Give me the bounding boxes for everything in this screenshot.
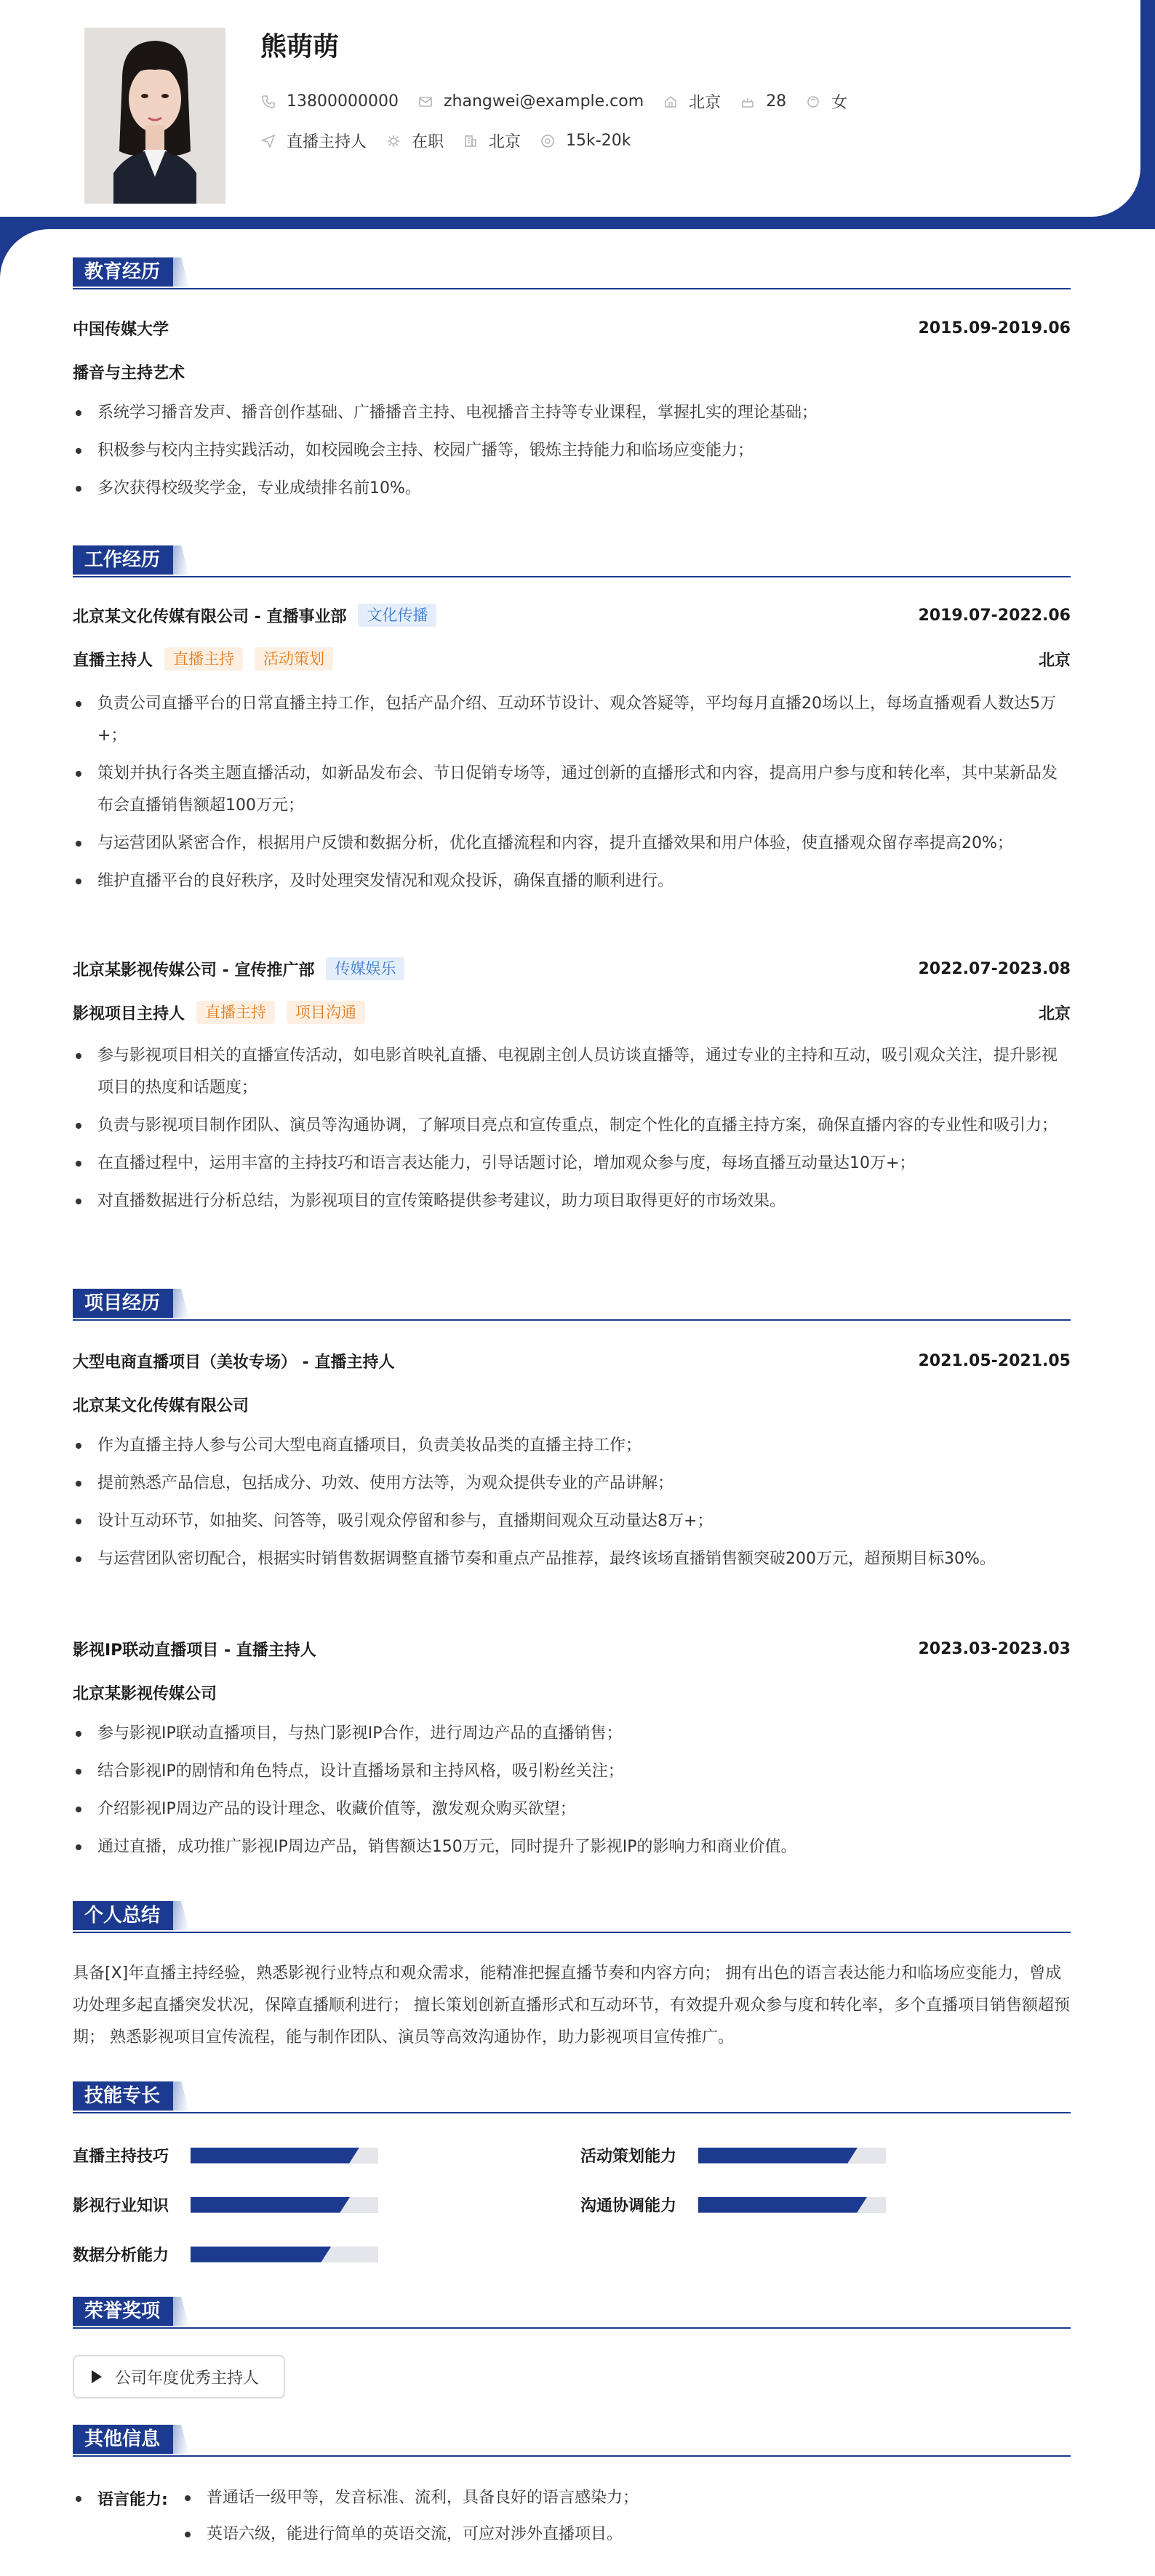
section-project [73,1289,1071,1321]
list-item: 与运营团队紧密合作，根据用户反馈和数据分析，优化直播流程和内容，提升直播效果和用户体验，使直播观众留存率提高20%； [73,828,1071,860]
work-city: 北京 [1038,651,1071,670]
work-city: 北京 [1038,1004,1071,1023]
list-item: 参与影视项目相关的直播宣传活动，如电影首映礼直播、电视剧主创人员访谈直播等，通过专业的主持和互动，吸引观众关注，提升影视项目的热度和话题度； [73,1040,1071,1104]
section-honors [73,2297,1071,2329]
city-text: 北京 [489,133,521,151]
status-icon [385,133,401,149]
list-item: 作为直播主持人参与公司大型电商直播项目，负责美妆品类的直播主持工作； [73,1430,1071,1462]
job-item [260,129,367,152]
section-other [73,2425,1071,2457]
list-item: 与运营团队密切配合，根据实时销售数据调整直播节奏和重点产品推荐，最终该场直播销售额突破200万元，超预期目标30%。 [73,1543,1071,1575]
status-text: 在职 [412,133,444,151]
project-1-head [73,1350,1071,1372]
age-text: 28 [766,92,787,111]
list-item: 负责公司直播平台的日常直播主持工作，包括产品介绍、互动环节设计、观众答疑等，平均每月直播20场以上，每场直播观看人数达5万+； [73,688,1071,752]
list-item: 维护直播平台的良好秩序，及时处理突发情况和观众投诉，确保直播的顺利进行。 [73,865,1071,897]
triangle-icon [92,2370,102,2383]
other-label: 语言能力: [73,2487,168,2510]
education-bullets [73,397,1071,511]
mail-icon [417,94,433,110]
section-title: 其他信息 [73,2425,173,2454]
project-1-bullets [73,1430,1071,1581]
other-list [182,2480,639,2553]
section-work [73,545,1071,577]
skill-name: 沟通协调能力 [580,2197,677,2215]
job-text: 直播主持人 [287,133,367,151]
work-period: 2022.07-2023.08 [918,959,1071,978]
avatar [84,28,225,204]
project-2-org [73,1681,1071,1704]
age-icon [740,94,756,110]
age-item [740,92,786,111]
gender-item [805,90,847,113]
city-item [463,129,521,152]
skill-bar [191,2197,378,2213]
skill-bar-fill [191,2197,350,2213]
skill-bar-fill [698,2148,858,2164]
building-icon [463,133,479,149]
skill-item [73,2243,378,2265]
skill-item [580,2144,886,2167]
phone-item [260,92,399,111]
skill-bar-fill [698,2197,867,2213]
list-item: 在直播过程中，运用丰富的主持技巧和语言表达能力，引导话题讨论，增加观众参与度，每场直播互动量达10万+； [73,1148,1071,1180]
project-period: 2023.03-2023.03 [918,1640,1071,1658]
email-item [417,92,644,111]
education-major-row [73,361,1071,383]
skill-name: 影视行业知识 [73,2197,169,2215]
section-summary [73,1901,1071,1933]
section-title: 个人总结 [73,1901,173,1930]
project-org: 北京某文化传媒有限公司 [73,1397,249,1415]
list-item: 提前熟悉产品信息，包括成分、功效、使用方法等，为观众提供专业的产品讲解； [73,1468,1071,1500]
section-title: 教育经历 [73,257,173,287]
list-item: 英语六级，能进行简单的英语交流，可应对涉外直播项目。 [182,2516,639,2553]
list-item: 介绍影视IP周边产品的设计理念、收藏价值等，激发观众购买欲望； [73,1793,1071,1825]
work-2-head [73,957,1071,980]
candidate-name: 熊萌萌 [260,32,340,62]
award-item [73,2355,285,2399]
project-title: 大型电商直播项目（美妆专场） - 直播主持人 [73,1353,395,1372]
award-text: 公司年度优秀主持人 [115,2369,260,2388]
skill-bar [698,2148,886,2164]
skill-name: 数据分析能力 [73,2247,169,2265]
company-name: 北京某文化传媒有限公司 - 直播事业部 [73,607,347,626]
industry-badge: 文化传播 [358,604,436,627]
send-icon [260,133,276,149]
role-name: 影视项目主持人 [73,1004,185,1023]
contact-row [260,90,866,113]
work-1-bullets [73,688,1071,903]
project-2-bullets [73,1718,1071,1869]
section-title: 项目经历 [73,1289,173,1318]
list-item: 对直播数据进行分析总结，为影视项目的宣传策略提供参考建议，助力项目取得更好的市场效果。 [73,1185,1071,1217]
skill-name: 直播主持技巧 [73,2148,169,2166]
skill-item [580,2193,886,2216]
skill-bar [191,2247,378,2263]
section-skills [73,2081,1071,2113]
work-2-role [73,1001,1071,1024]
phone-text: 13800000000 [287,92,399,111]
industry-badge: 传媒娱乐 [326,957,404,980]
project-title: 影视IP联动直播项目 - 直播主持人 [73,1641,316,1660]
work-period: 2019.07-2022.06 [918,606,1071,625]
list-item: 结合影视IP的剧情和角色特点，设计直播场景和主持风格，吸引粉丝关注； [73,1756,1071,1788]
section-title: 荣誉奖项 [73,2297,173,2326]
education-head [73,317,1071,340]
school-name: 中国传媒大学 [73,321,169,339]
location-text: 北京 [689,94,722,112]
phone-icon [260,94,276,110]
section-title: 工作经历 [73,545,173,575]
location-item [663,90,721,113]
list-item: 策划并执行各类主题直播活动，如新品发布会、节日促销专场等，通过创新的直播形式和内容，提高用户参与度和转化率，其中某新品发布会直播销售额超100万元； [73,758,1071,822]
major: 播音与主持艺术 [73,364,185,383]
list-item: 通过直播，成功推广影视IP周边产品，销售额达150万元，同时提升了影视IP的影响力和商业价值。 [73,1831,1071,1863]
money-icon [540,133,556,149]
work-2-bullets [73,1040,1071,1223]
status-item [385,129,444,152]
list-item: 设计互动环节，如抽奖、问答等，吸引观众停留和参与，直播期间观众互动量达8万+； [73,1505,1071,1537]
project-org: 北京某影视传媒公司 [73,1685,217,1703]
list-item: 系统学习播音发声、播音创作基础、广播播音主持、电视播音主持等专业课程，掌握扎实的理论基础； [73,397,1071,429]
skill-bar [191,2148,378,2164]
skill-badge: 活动策划 [255,647,333,671]
skill-badge: 直播主持 [164,647,243,671]
list-item: 负责与影视项目制作团队、演员等沟通协调，了解项目亮点和宣传重点，制定个性化的直播主持方案，确保直播内容的专业性和吸引力； [73,1110,1071,1142]
list-item: 积极参与校内主持实践活动，如校园晚会主持、校园广播等，锻炼主持能力和临场应变能力； [73,435,1071,467]
project-period: 2021.05-2021.05 [918,1352,1071,1370]
skill-bar [698,2197,886,2213]
list-item: 参与影视IP联动直播项目，与热门影视IP合作，进行周边产品的直播销售； [73,1718,1071,1750]
skill-bar-fill [191,2247,332,2263]
work-1-role [73,647,1071,671]
skill-item [73,2193,378,2216]
section-education [73,257,1071,289]
project-1-org [73,1393,1071,1416]
home-icon [663,94,679,110]
project-2-head [73,1638,1071,1660]
section-title: 技能专长 [73,2081,173,2111]
salary-item [540,132,631,150]
list-item: 普通话一级甲等，发音标准、流利，具备良好的语言感染力； [182,2480,639,2516]
skill-item [73,2144,378,2167]
job-row [260,129,650,152]
list-item: 多次获得校级奖学金，专业成绩排名前10%。 [73,473,1071,505]
education-period: 2015.09-2019.06 [918,319,1071,337]
work-1-head [73,604,1071,627]
skill-badge: 直播主持 [196,1001,275,1024]
email-text: zhangwei@example.com [443,92,644,111]
role-name: 直播主持人 [73,651,153,670]
skill-name: 活动策划能力 [580,2148,677,2166]
skill-badge: 项目沟通 [287,1001,365,1024]
salary-text: 15k-20k [566,132,631,150]
summary-text: 具备[X]年直播主持经验，熟悉影视行业特点和观众需求，能精准把握直播节奏和内容方向； 拥有出色的语言表达能力和临场应变能力，曾成功处理多起直播突发状况，保障直播顺利进行； 擅长策划创新直播形式和互动环节，有效提升观众参与度和转化率，多个直播项目销售额超预期； 熟悉影视项目宣传流程，能与制作团队、演员等高效沟通协作，助力影视项目宣传推广。 [73,1964,1070,2047]
gender-text: 女 [831,94,848,112]
company-name: 北京某影视传媒公司 - 宣传推广部 [73,961,315,980]
gender-icon [805,94,821,110]
skill-bar-fill [191,2148,359,2164]
header [0,0,1140,217]
